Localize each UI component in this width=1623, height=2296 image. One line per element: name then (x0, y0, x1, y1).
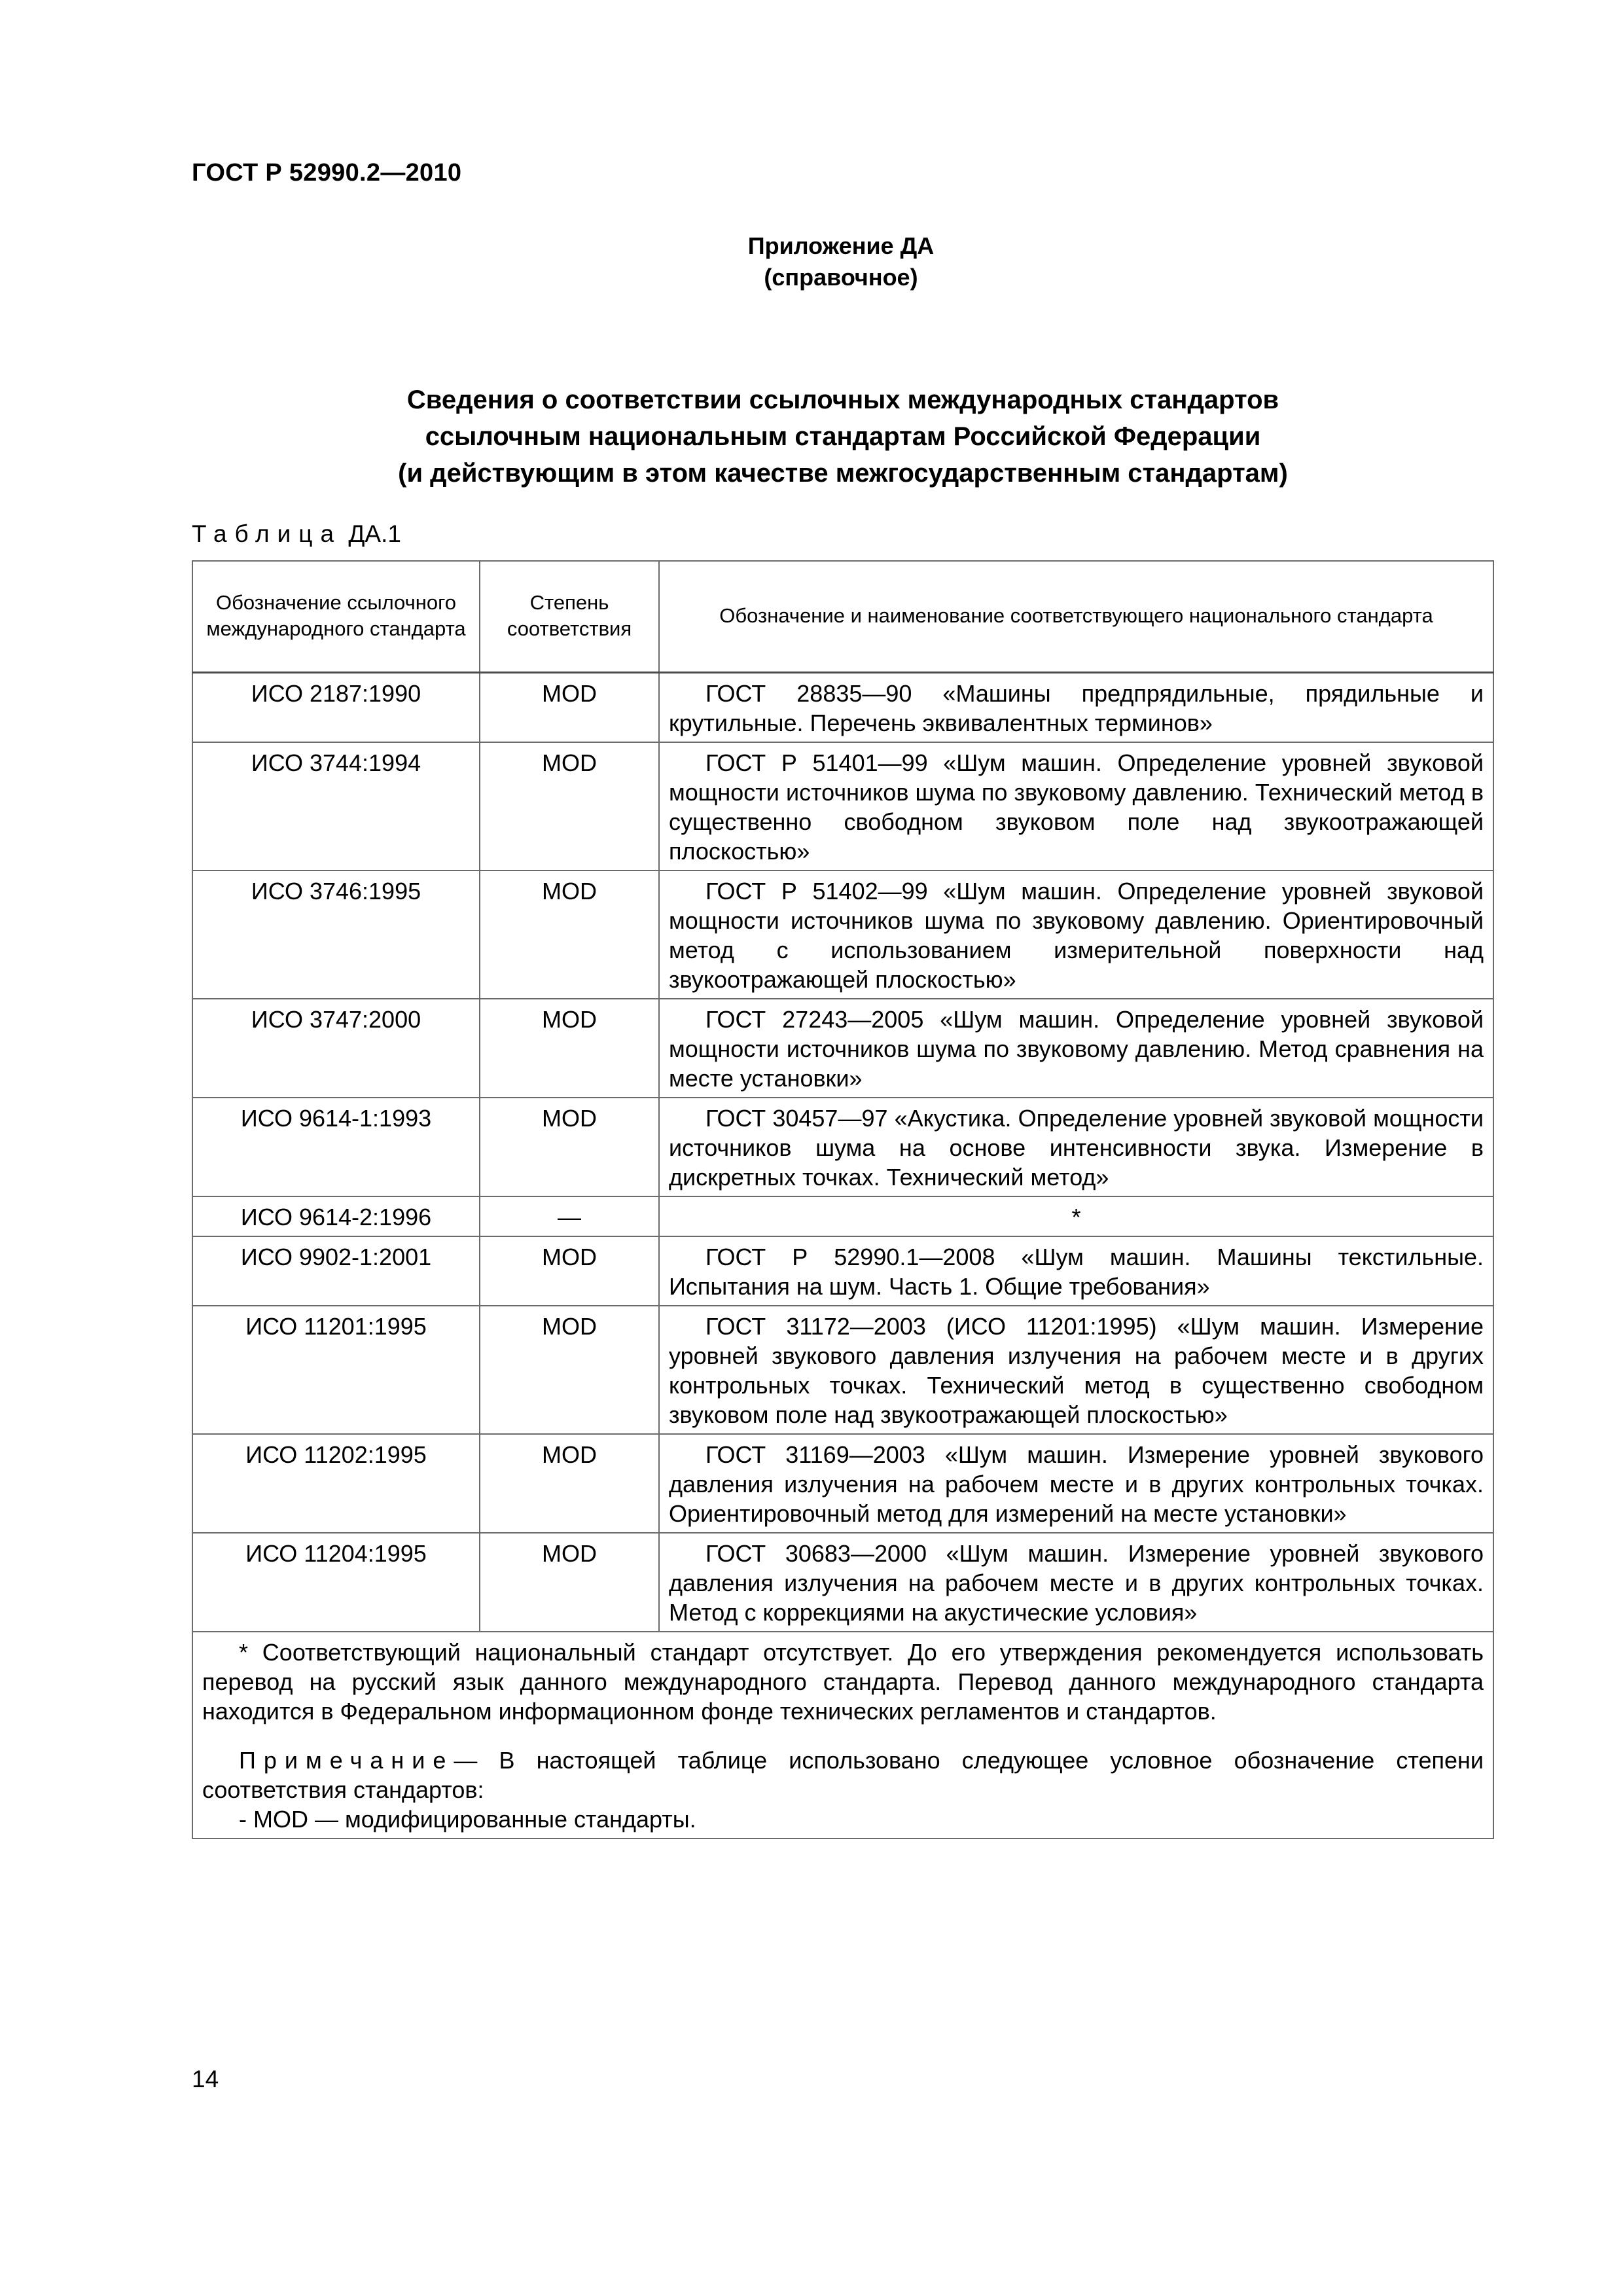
table-footer-row (192, 1632, 1493, 1839)
table-row (192, 1434, 1493, 1533)
national-standard-cell: ГОСТ 31172—2003 (ИСО 11201:1995) «Шум машин. Измерение уровней звукового давления излучения на рабочем месте и в других контрольных точках. Технический метод в существенно свободном звуковом поле над звукоотражающей плоскостью» (659, 1306, 1493, 1434)
degree-cell: MOD (480, 999, 659, 1098)
table-row (192, 1236, 1493, 1306)
correspondence-table (192, 560, 1494, 1839)
note-paragraph (202, 1746, 1484, 1804)
footnote-text: * Соответствующий национальный стандарт отсутствует. До его утверждения рекомендуется использовать перевод на русский язык данного международного стандарта. Перевод данного международного стандарта находится в Федеральном информационном фонде технических регламентов и стандартов. (202, 1638, 1484, 1725)
table-header-row (192, 561, 1493, 672)
page-number: 14 (192, 2066, 219, 2092)
degree-cell: MOD (480, 742, 659, 870)
degree-cell: MOD (480, 1434, 659, 1533)
degree-cell: MOD (480, 870, 659, 999)
table-row (192, 672, 1493, 742)
national-standard-cell: ГОСТ Р 52990.1—2008 «Шум машин. Машины текстильные. Испытания на шум. Часть 1. Общие требования» (659, 1236, 1493, 1306)
intl-standard-cell: ИСО 9614-1:1993 (192, 1098, 480, 1196)
intl-standard-cell: ИСО 11202:1995 (192, 1434, 480, 1533)
national-standard-cell: ГОСТ Р 51401—99 «Шум машин. Определение уровней звуковой мощности источников шума по звуковому давлению. Технический метод в существенно свободном звуковом поле над звукоотражающей плоскостью» (659, 742, 1493, 870)
annex-heading (746, 230, 936, 293)
table-row (192, 742, 1493, 870)
table-label-number: ДА.1 (348, 520, 401, 547)
intl-standard-cell: ИСО 3747:2000 (192, 999, 480, 1098)
document-code: ГОСТ Р 52990.2—2010 (192, 159, 462, 187)
national-standard-cell: ГОСТ 30457—97 «Акустика. Определение уровней звуковой мощности источников шума на основе интенсивности звука. Измерение в дискретных точках. Технический метод» (659, 1098, 1493, 1196)
intl-standard-cell: ИСО 3746:1995 (192, 870, 480, 999)
national-standard-cell: ГОСТ 31169—2003 «Шум машин. Измерение уровней звукового давления излучения на рабочем месте и в других контрольных точках. Ориентировочный метод для измерений на месте установки» (659, 1434, 1493, 1533)
intl-standard-cell: ИСО 11204:1995 (192, 1533, 480, 1632)
intl-standard-cell: ИСО 11201:1995 (192, 1306, 480, 1434)
table-row (192, 870, 1493, 999)
table-row (192, 1306, 1493, 1434)
title-line-1: Сведения о соответствии ссылочных международных стандартов (406, 386, 1279, 414)
column-header-degree: Степень соответствия (480, 561, 659, 672)
table-row (192, 1098, 1493, 1196)
table-label-word: Таблица (192, 520, 342, 547)
column-header-national: Обозначение и наименование соответствующего национального стандарта (659, 561, 1493, 672)
intl-standard-cell: ИСО 2187:1990 (192, 672, 480, 742)
intl-standard-cell: ИСО 9902-1:2001 (192, 1236, 480, 1306)
column-header-international: Обозначение ссылочного международного стандарта (192, 561, 480, 672)
annex-type: (справочное) (764, 264, 918, 291)
title-line-2: ссылочным национальным стандартам Российской Федерации (425, 422, 1261, 451)
degree-cell: MOD (480, 1098, 659, 1196)
table-footer (192, 1632, 1493, 1839)
national-standard-cell: ГОСТ 30683—2000 «Шум машин. Измерение уровней звукового давления излучения на рабочем месте и в других контрольных точках. Метод с коррекциями на акустические условия» (659, 1533, 1493, 1632)
note-label: Примечание (239, 1746, 454, 1774)
national-standard-cell: ГОСТ 27243—2005 «Шум машин. Определение уровней звуковой мощности источников шума по звуковому давлению. Метод сравнения на месте установки» (659, 999, 1493, 1098)
degree-cell: MOD (480, 1533, 659, 1632)
section-title (192, 382, 1494, 492)
degree-cell: MOD (480, 1306, 659, 1434)
note-text: — В настоящей таблице использовано следующее условное обозначение степени соответствия стандартов: (202, 1746, 1484, 1803)
national-standard-cell: ГОСТ 28835—90 «Машины предпрядильные, прядильные и крутильные. Перечень эквивалентных терминов» (659, 672, 1493, 742)
degree-cell: MOD (480, 1236, 659, 1306)
national-standard-cell: * (659, 1196, 1493, 1236)
table-row (192, 1196, 1493, 1236)
degree-cell: — (480, 1196, 659, 1236)
table-row (192, 1533, 1493, 1632)
note-item: - MOD — модифицированные стандарты. (239, 1805, 696, 1833)
annex-title: Приложение ДА (747, 232, 935, 259)
table-row (192, 999, 1493, 1098)
degree-cell: MOD (480, 672, 659, 742)
intl-standard-cell: ИСО 3744:1994 (192, 742, 480, 870)
table-label (192, 520, 401, 548)
intl-standard-cell: ИСО 9614-2:1996 (192, 1196, 480, 1236)
title-line-3: (и действующим в этом качестве межгосударственным стандартам) (398, 459, 1288, 488)
national-standard-cell: ГОСТ Р 51402—99 «Шум машин. Определение уровней звуковой мощности источников шума по звуковому давлению. Ориентировочный метод с использованием измерительной поверхности над звукоотражающей плоскостью» (659, 870, 1493, 999)
